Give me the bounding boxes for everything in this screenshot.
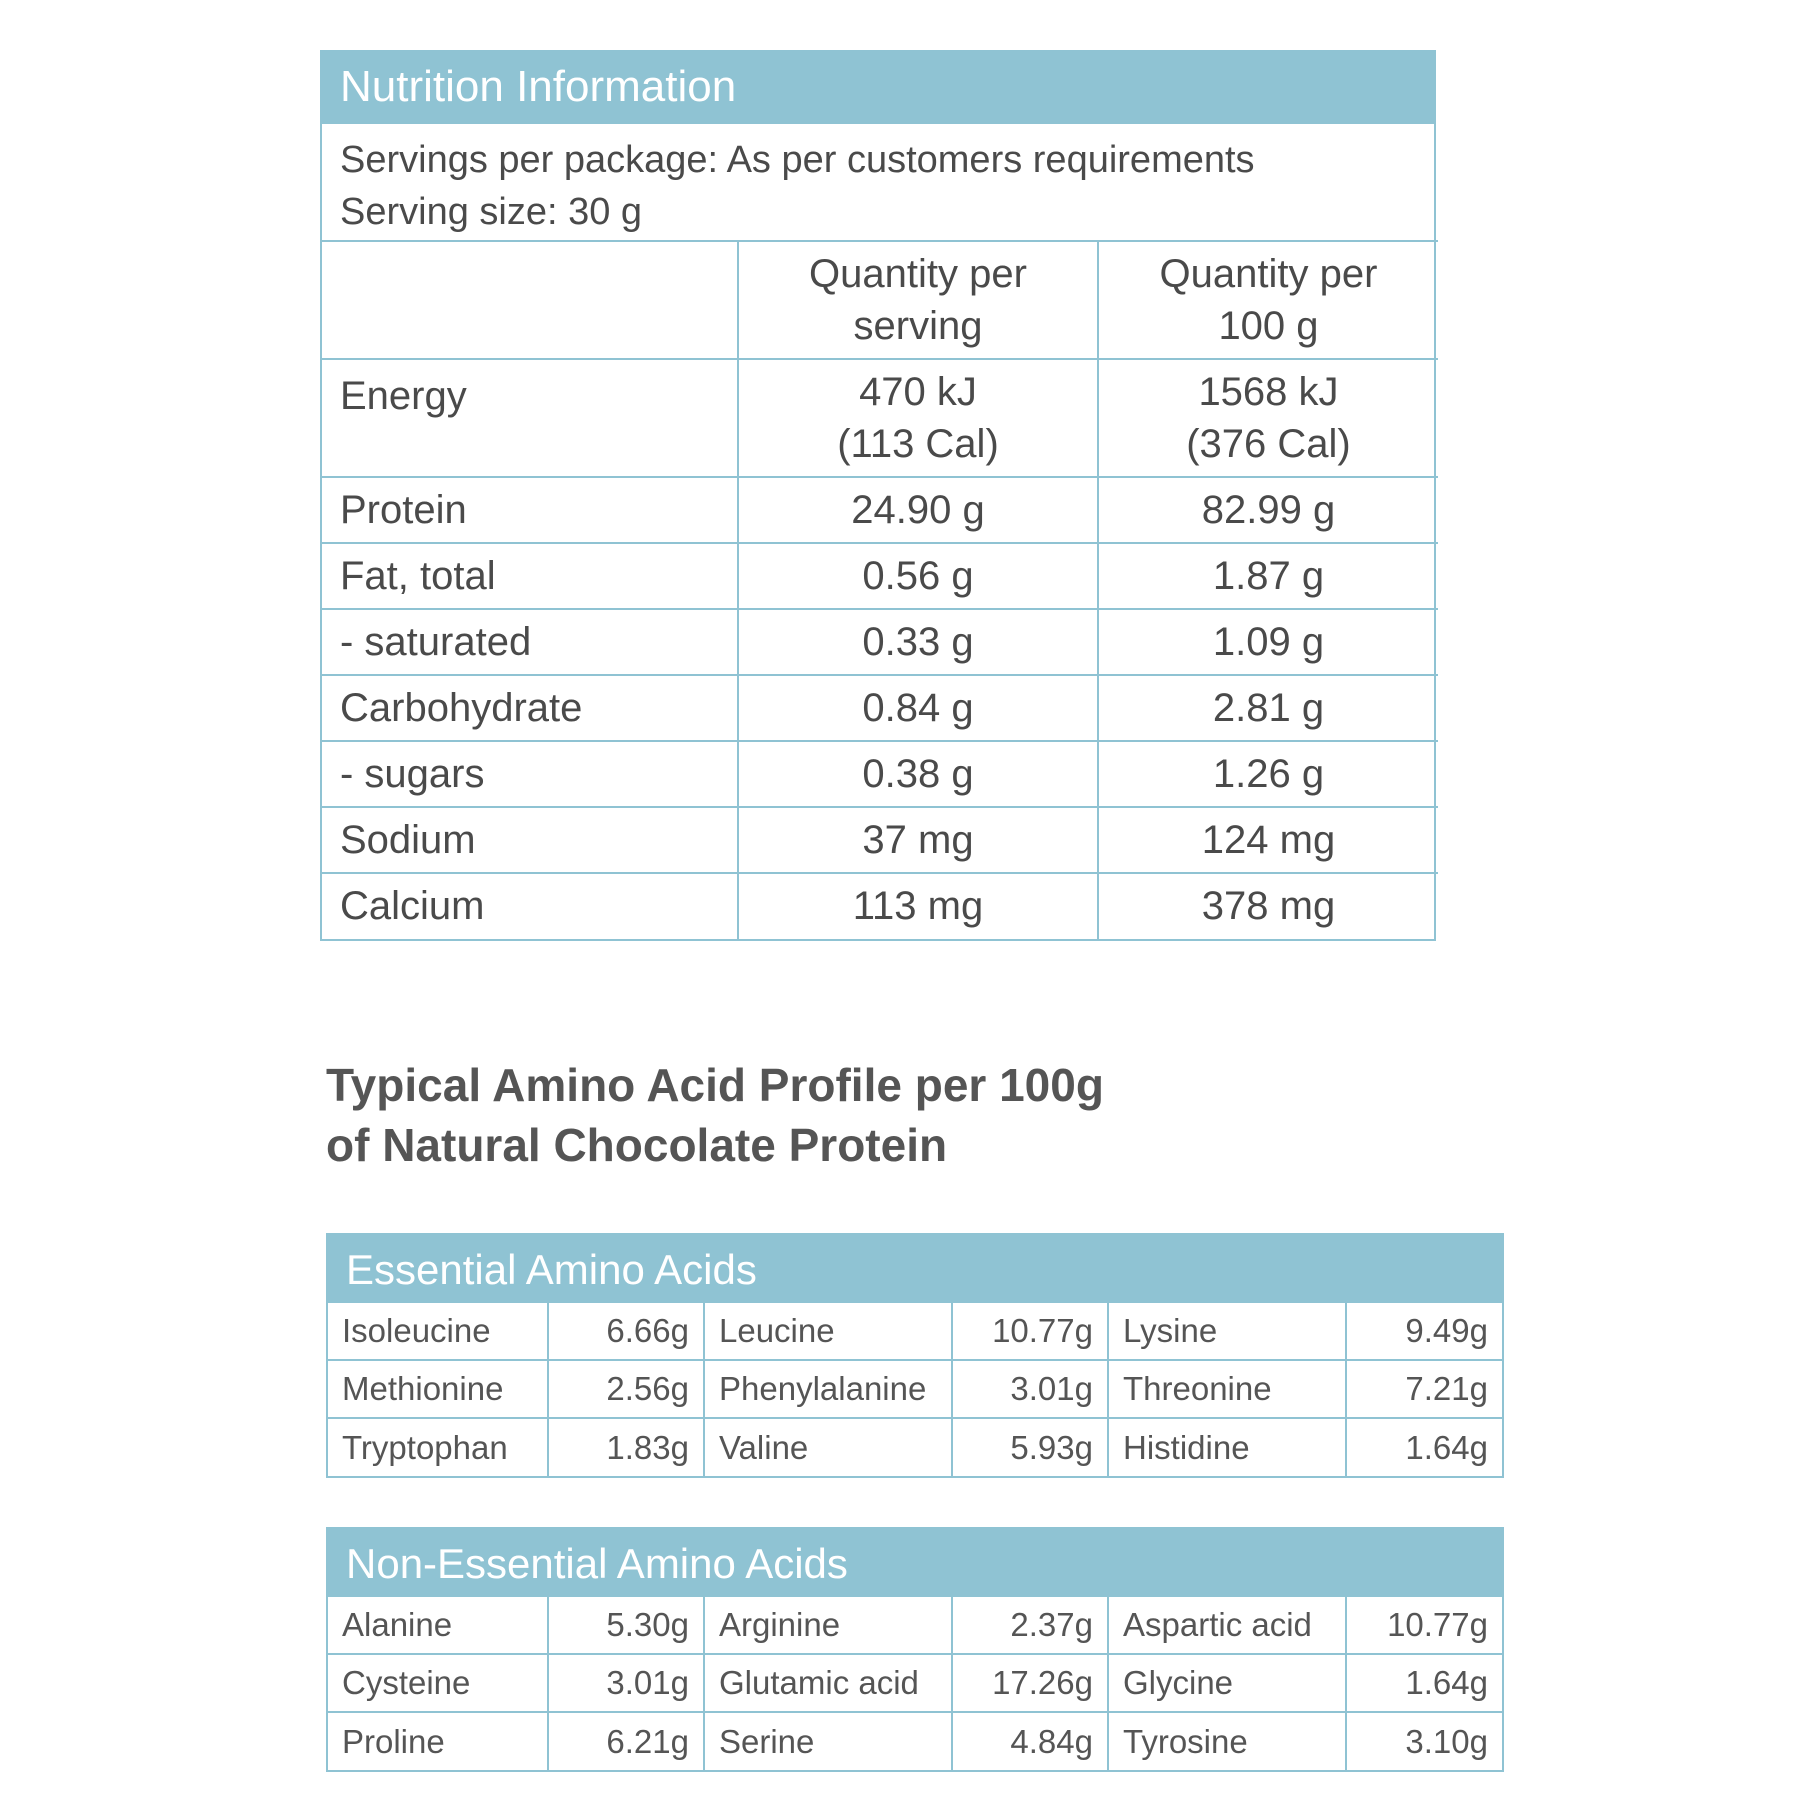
nutrient-100g-value: 82.99 g [1098,477,1438,543]
amino-acid-name: Isoleucine [328,1302,548,1360]
amino-acid-name: Valine [704,1418,952,1476]
amino-heading-line2: of Natural Chocolate Protein [326,1119,948,1171]
nutrient-100g-value: 1.26 g [1098,741,1438,807]
nutrient-row [322,807,1438,873]
energy-row [322,359,1438,477]
amino-acid-name: Glutamic acid [704,1654,952,1712]
essential-amino-table [326,1233,1504,1478]
energy-100g [1098,359,1438,477]
amino-acid-value: 1.83g [548,1418,704,1476]
header-row [322,241,1438,359]
essential-title: Essential Amino Acids [328,1235,1502,1301]
empty-header-cell [322,241,738,359]
nutrient-100g-value: 2.81 g [1098,675,1438,741]
nutrient-label: Carbohydrate [322,675,738,741]
amino-acid-value: 3.10g [1346,1712,1502,1770]
essential-grid [328,1301,1502,1476]
col-header-100g [1098,241,1438,359]
col-header-100g-line2: 100 g [1218,304,1319,348]
nonessential-amino-table [326,1527,1504,1772]
nutrient-row [322,873,1438,939]
amino-acid-value: 3.01g [952,1360,1108,1418]
nutrient-100g-value: 124 mg [1098,807,1438,873]
amino-acid-value: 1.64g [1346,1418,1502,1476]
amino-row [328,1596,1502,1654]
nonessential-title: Non-Essential Amino Acids [328,1529,1502,1595]
amino-row [328,1360,1502,1418]
amino-acid-value: 10.77g [1346,1596,1502,1654]
energy-serving [738,359,1098,477]
nutrient-serving-value: 0.38 g [738,741,1098,807]
amino-acid-value: 10.77g [952,1302,1108,1360]
nutrient-row [322,477,1438,543]
amino-acid-value: 7.21g [1346,1360,1502,1418]
nutrient-serving-value: 24.90 g [738,477,1098,543]
nutrient-row [322,741,1438,807]
nutrient-row [322,543,1438,609]
amino-heading [326,1055,1226,1175]
amino-acid-value: 3.01g [548,1654,704,1712]
amino-acid-value: 1.64g [1346,1654,1502,1712]
amino-acid-value: 2.56g [548,1360,704,1418]
nutrient-label: Protein [322,477,738,543]
amino-acid-name: Methionine [328,1360,548,1418]
amino-acid-name: Threonine [1108,1360,1346,1418]
amino-acid-name: Aspartic acid [1108,1596,1346,1654]
nutrition-title: Nutrition Information [322,52,1434,122]
nonessential-grid [328,1595,1502,1770]
nutrient-row [322,675,1438,741]
nutrition-table [320,50,1436,941]
nutrient-row [322,609,1438,675]
amino-acid-name: Serine [704,1712,952,1770]
amino-acid-name: Lysine [1108,1302,1346,1360]
nutrient-serving-value: 0.33 g [738,609,1098,675]
serving-info [322,122,1434,240]
nutrient-label: Fat, total [322,543,738,609]
col-header-serving-line2: serving [853,304,983,348]
energy-serving-cal: (113 Cal) [837,422,999,466]
col-header-100g-line1: Quantity per [1159,252,1378,296]
nutrient-serving-value: 0.84 g [738,675,1098,741]
amino-acid-value: 5.30g [548,1596,704,1654]
amino-row [328,1654,1502,1712]
nutrient-label: - saturated [322,609,738,675]
energy-100g-kj: 1568 kJ [1198,370,1339,414]
nutrient-100g-value: 1.87 g [1098,543,1438,609]
amino-acid-name: Leucine [704,1302,952,1360]
amino-heading-line1: Typical Amino Acid Profile per 100g [326,1059,1104,1111]
amino-acid-value: 6.66g [548,1302,704,1360]
col-header-serving-line1: Quantity per [809,252,1027,296]
nutrient-label: - sugars [322,741,738,807]
amino-acid-value: 4.84g [952,1712,1108,1770]
amino-acid-name: Proline [328,1712,548,1770]
nutrient-serving-value: 113 mg [738,873,1098,939]
energy-100g-cal: (376 Cal) [1186,422,1351,466]
col-header-serving [738,241,1098,359]
nutrient-label: Sodium [322,807,738,873]
nutrient-serving-value: 37 mg [738,807,1098,873]
amino-acid-name: Tyrosine [1108,1712,1346,1770]
amino-acid-name: Histidine [1108,1418,1346,1476]
amino-acid-value: 6.21g [548,1712,704,1770]
amino-acid-value: 9.49g [1346,1302,1502,1360]
amino-acid-value: 17.26g [952,1654,1108,1712]
nutrient-label: Calcium [322,873,738,939]
serving-size: Serving size: 30 g [340,191,643,233]
nutrient-serving-value: 0.56 g [738,543,1098,609]
amino-acid-value: 2.37g [952,1596,1108,1654]
amino-row [328,1418,1502,1476]
energy-label: Energy [322,359,738,477]
servings-per-package: Servings per package: As per customers requirements [340,139,1255,181]
amino-acid-name: Phenylalanine [704,1360,952,1418]
amino-acid-name: Glycine [1108,1654,1346,1712]
amino-acid-name: Arginine [704,1596,952,1654]
amino-row [328,1302,1502,1360]
amino-row [328,1712,1502,1770]
nutrition-grid [322,240,1438,939]
energy-serving-kj: 470 kJ [859,370,977,414]
amino-acid-name: Cysteine [328,1654,548,1712]
amino-acid-value: 5.93g [952,1418,1108,1476]
amino-acid-name: Tryptophan [328,1418,548,1476]
nutrient-100g-value: 1.09 g [1098,609,1438,675]
amino-acid-name: Alanine [328,1596,548,1654]
nutrient-100g-value: 378 mg [1098,873,1438,939]
